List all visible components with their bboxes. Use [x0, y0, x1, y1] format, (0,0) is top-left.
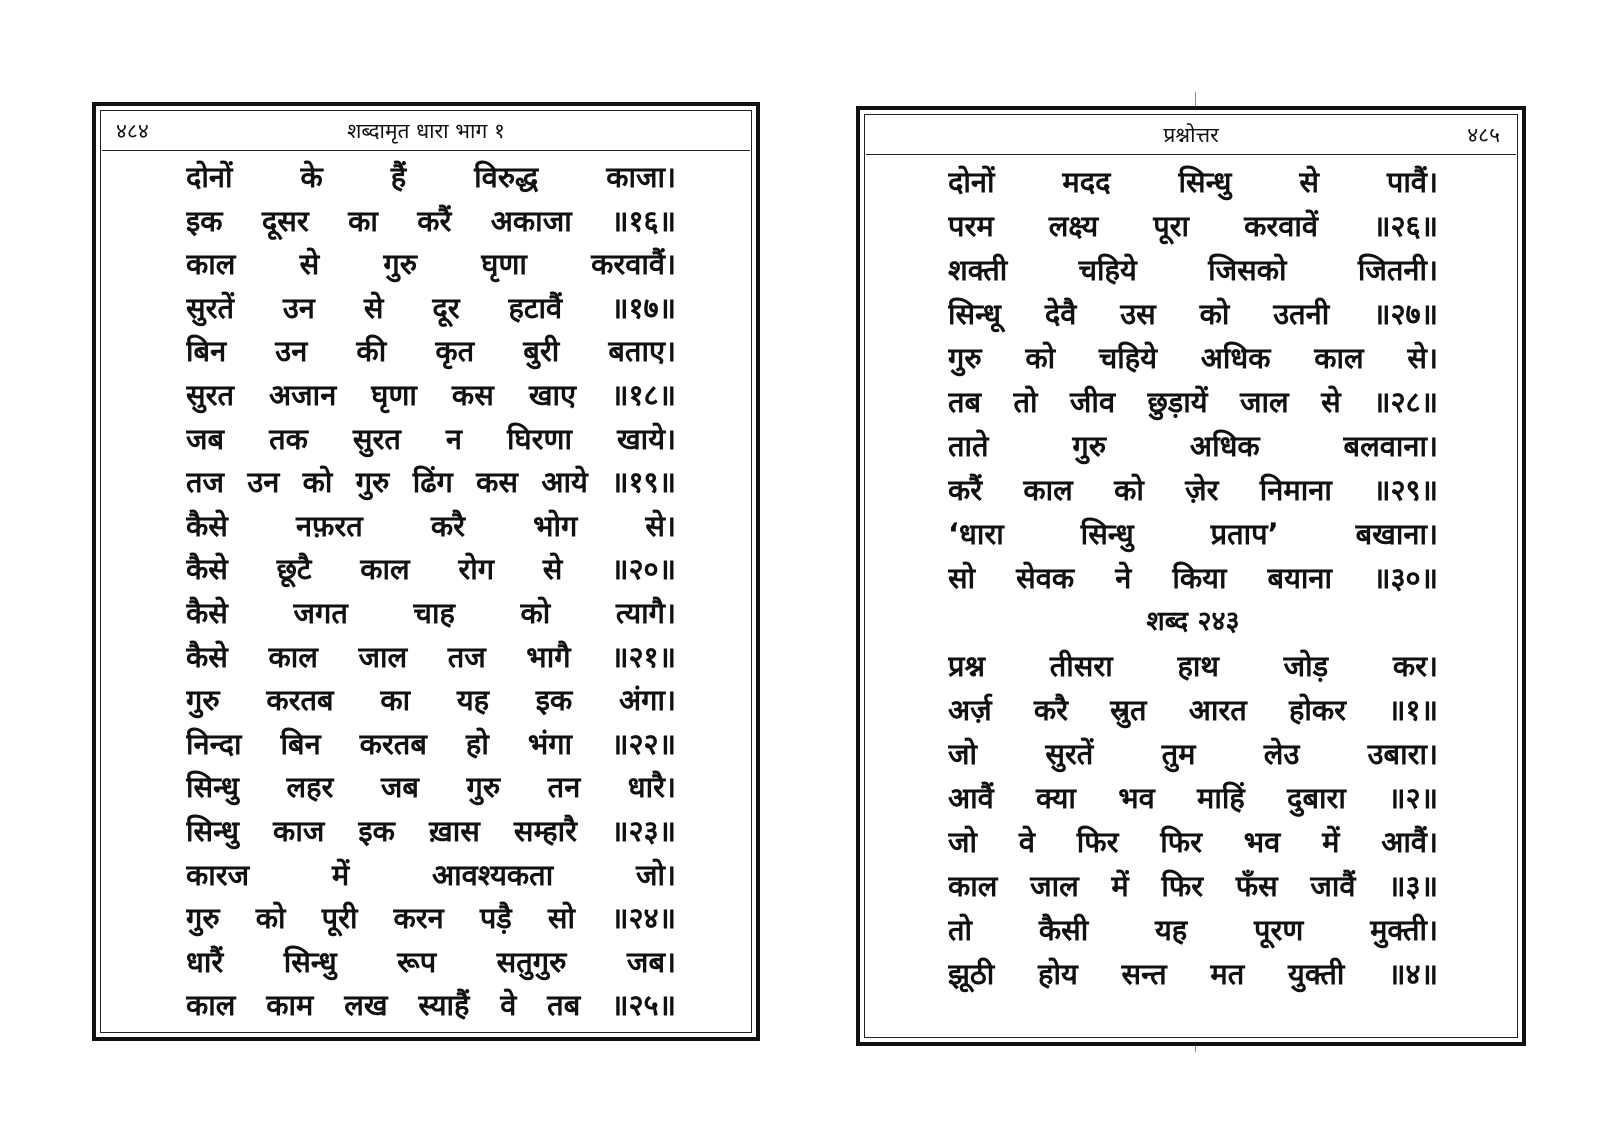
verse-block: [186, 156, 676, 1028]
verse-line: सिन्धु लहर जब गुरु तन धारै।: [186, 770, 676, 805]
section-heading: शब्द २४३: [1146, 606, 1240, 637]
verse-line: कैसे नफ़रत करै भोग से।: [186, 508, 676, 543]
verse-line: काल से गुरु घृणा करवावैं।: [186, 247, 676, 282]
verse-line: तब तो जीव छुड़ायें जाल से ॥२८॥: [948, 385, 1438, 419]
verse-line: ‘धारा सिन्धु प्रताप’ बखाना।: [948, 517, 1438, 551]
verse-line: झूठी होय सन्त मत युक्ती ॥४॥: [948, 957, 1438, 991]
verse-line: बिन उन की कृत बुरी बताए।: [186, 334, 676, 369]
verse-line: धारैं सिन्धु रूप सतुगुरु जब।: [186, 944, 676, 979]
verse-line: कैसे छूटै काल रोग से ॥२०॥: [186, 552, 676, 587]
verse-line: परम लक्ष्य पूरा करवावें ॥२६॥: [948, 209, 1438, 243]
verse-line: करैं काल को ज़ेर निमाना ॥२९॥: [948, 473, 1438, 507]
verse-line: कैसे काल जाल तज भागै ॥२१॥: [186, 639, 676, 674]
verse-line: जब तक सुरत न घिरणा खाये।: [186, 421, 676, 456]
verse-line: गुरु को चहिये अधिक काल से।: [948, 341, 1438, 375]
verse-line: गुरु करतब का यह इक अंगा।: [186, 683, 676, 718]
verse-line: सुरत अजान घृणा कस खाए ॥१८॥: [186, 377, 676, 412]
verse-block: [948, 160, 1438, 996]
verse-line: सो सेवक ने किया बयाना ॥३०॥: [948, 561, 1438, 595]
running-title: शब्दामृत धारा भाग १: [347, 119, 505, 143]
right-page-header: [866, 116, 1516, 155]
running-title: प्रश्नोत्तर: [1163, 123, 1219, 147]
page-number: ४८४: [116, 119, 149, 143]
verse-line: दोनों मदद सिन्धु से पावैं।: [948, 165, 1438, 199]
verse-line: दोनों के हैं विरुद्ध काजा।: [186, 160, 676, 194]
verse-line: तज उन को गुरु ढिंग कस आये ॥१९॥: [186, 465, 676, 500]
page-number: ४८५: [1467, 123, 1500, 147]
verse-line: इक दूसर का करैं अकाजा ॥१६॥: [186, 203, 676, 238]
verse-line: प्रश्न तीसरा हाथ जोड़ कर।: [948, 649, 1438, 683]
verse-line: कारज में आवश्यकता जो।: [186, 857, 676, 892]
verse-line: तो कैसी यह पूरण मुक्ती।: [948, 913, 1438, 947]
verse-line: कैसे जगत चाह को त्यागै।: [186, 595, 676, 630]
verse-line: सिन्धू देवै उस को उतनी ॥२७॥: [948, 297, 1438, 331]
verse-line: काल काम लख स्याहैं वे तब ॥२५॥: [186, 988, 676, 1023]
verse-line: शक्ती चहिये जिसको जितनी।: [948, 253, 1438, 287]
verse-line: जो सुरतें तुम लेउ उबारा।: [948, 737, 1438, 771]
verse-line: सुरतें उन से दूर हटावैं ॥१७॥: [186, 290, 676, 325]
left-page-header: [102, 112, 750, 151]
verse-line: निन्दा बिन करतब हो भंगा ॥२२॥: [186, 726, 676, 761]
verse-line: अर्ज़ करै स्रुत आरत होकर ॥१॥: [948, 693, 1438, 727]
left-page: [92, 102, 760, 1041]
verse-line: आवैं क्या भव माहिं दुबारा ॥२॥: [948, 781, 1438, 815]
verse-line: ताते गुरु अधिक बलवाना।: [948, 429, 1438, 463]
verse-line: गुरु को पूरी करन पड़ै सो ॥२४॥: [186, 901, 676, 936]
verse-line: जो वे फिर फिर भव में आवैं।: [948, 825, 1438, 859]
verse-line: काल जाल में फिर फँस जावैं ॥३॥: [948, 869, 1438, 903]
right-page: [856, 106, 1526, 1046]
verse-line: सिन्धु काज इक ख़ास सम्हारै ॥२३॥: [186, 813, 676, 848]
